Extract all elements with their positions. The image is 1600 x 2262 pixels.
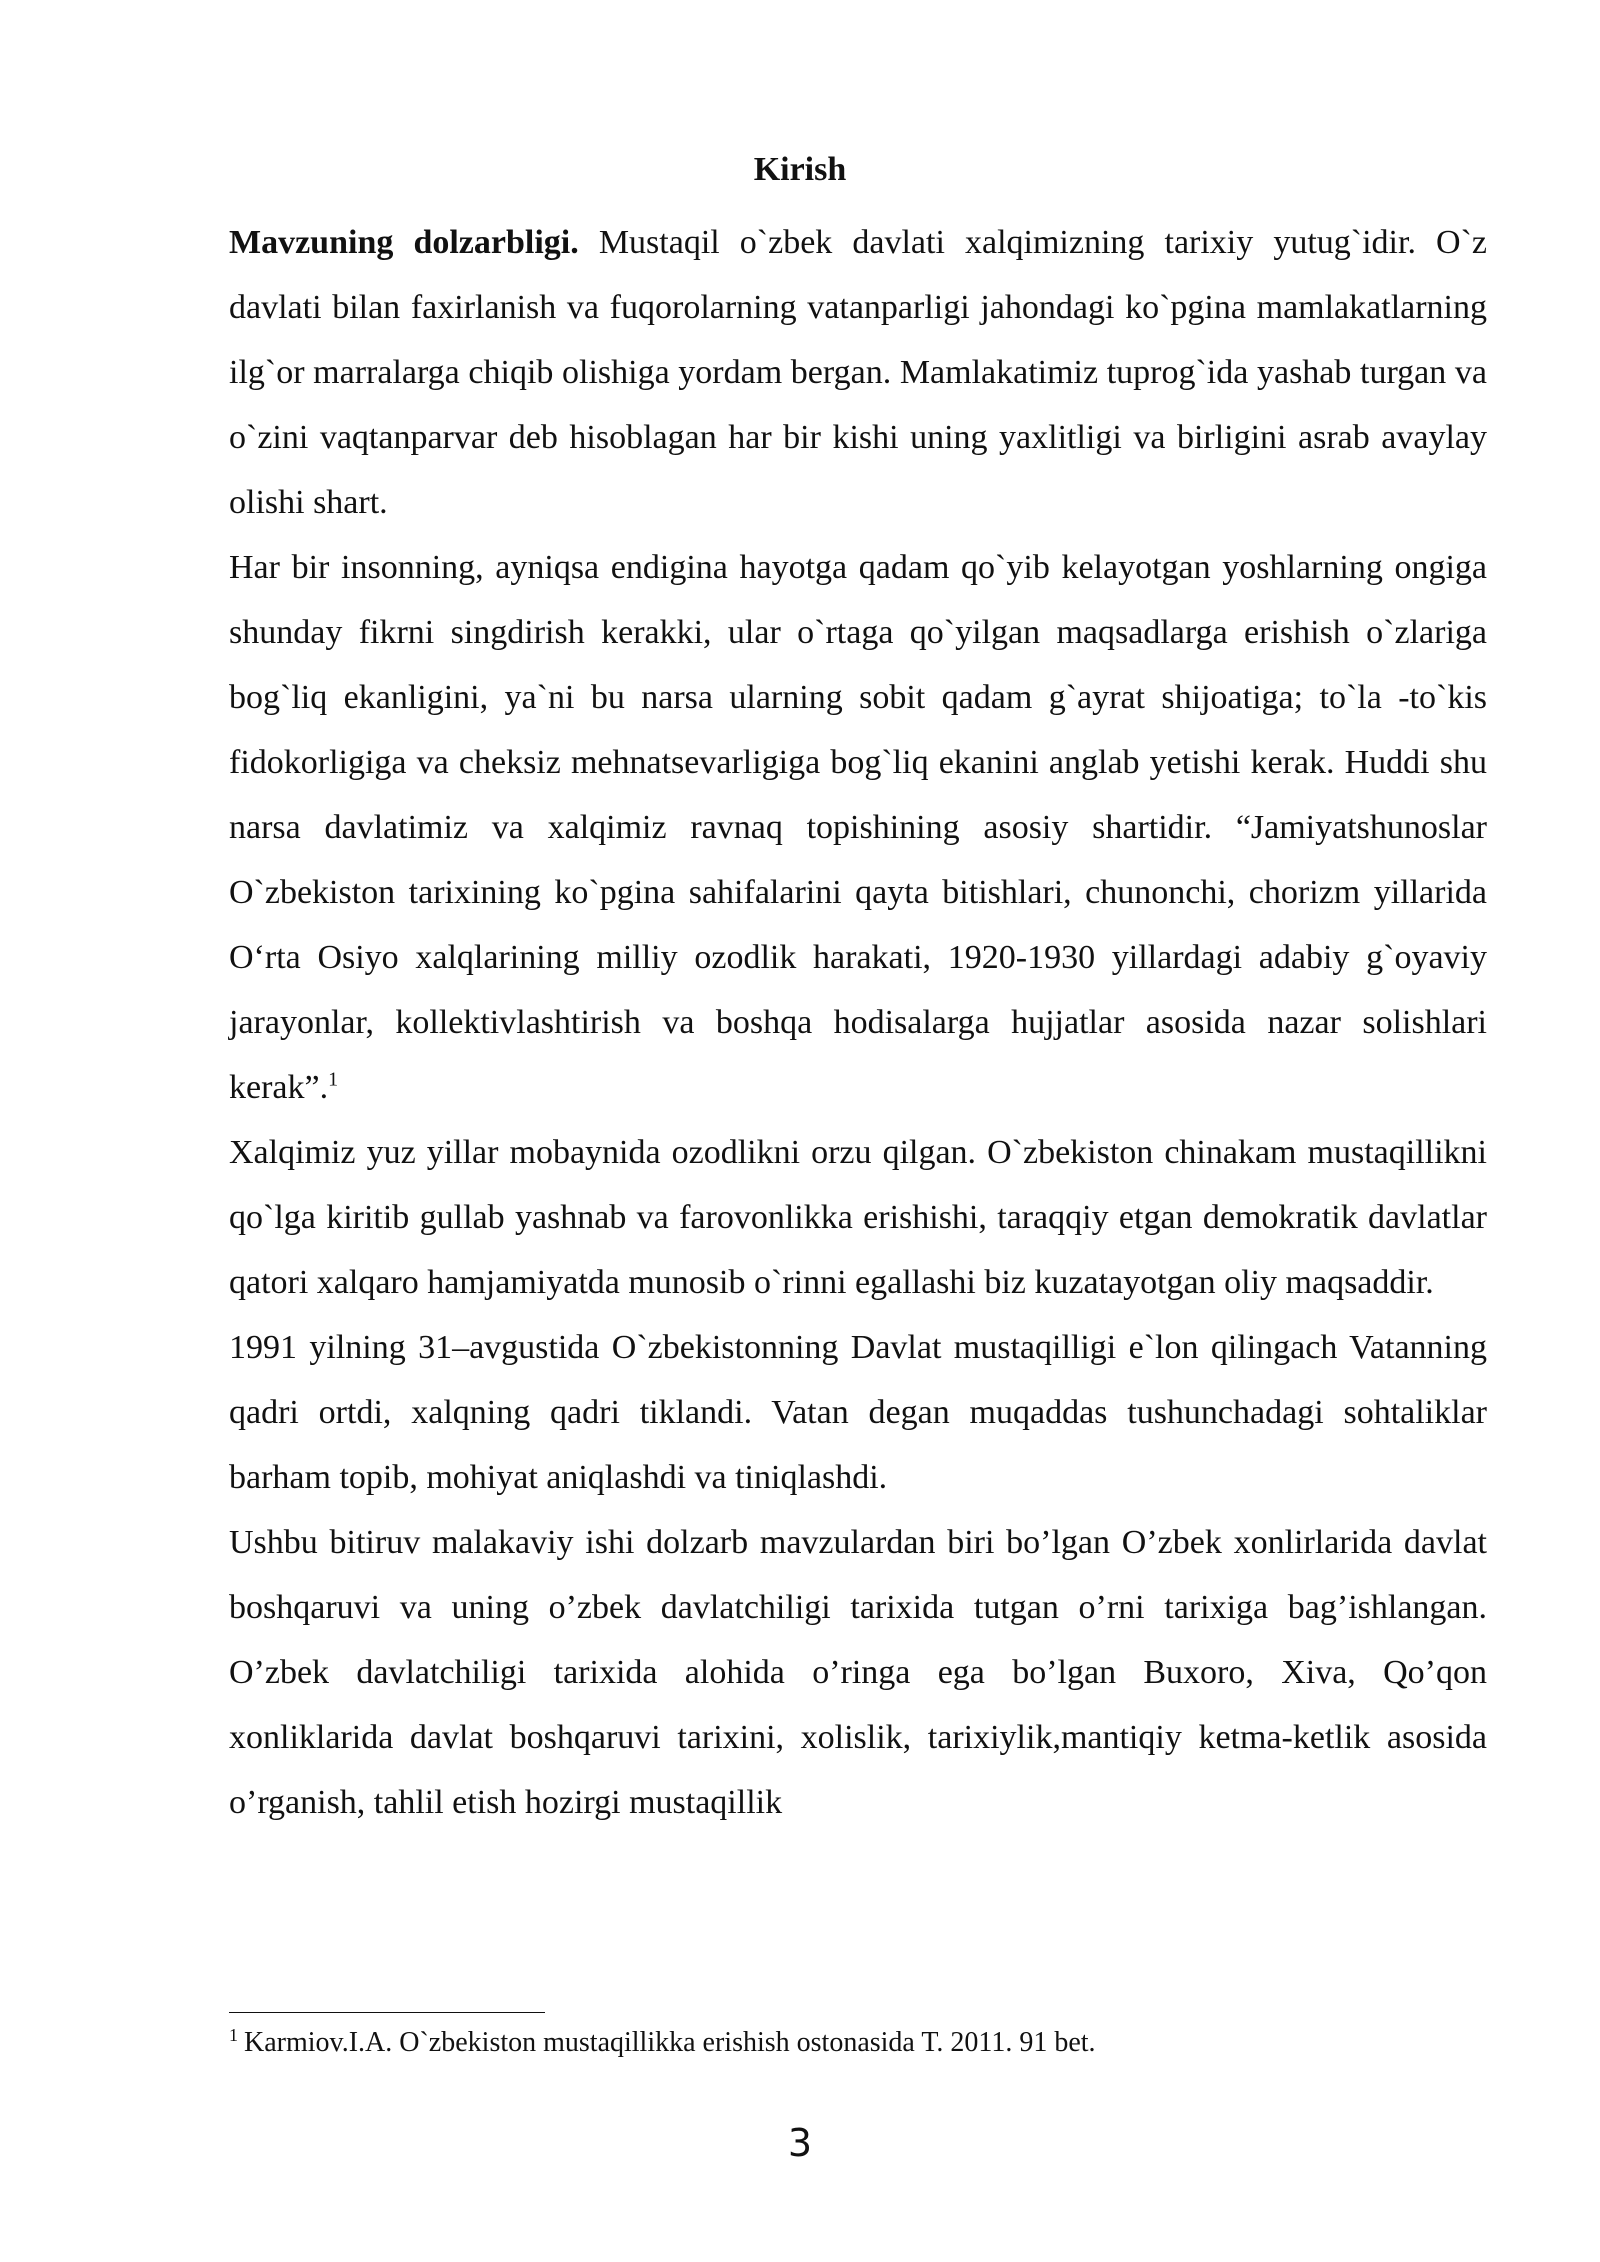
paragraph-youth <box>229 535 1487 1120</box>
section-heading: Kirish <box>753 151 847 188</box>
paragraph-text: Mustaqil o`zbek davlati xalqimizning tarixiy yutug`idir. O`z davlati bilan faxirlanish va fuqorolarning vatanparligi jahondagi ko`pgina mamlakatlarning ilg`or marralarga chiqib olishiga yordam bergan. Mamlakatimiz tuprog`ida yashab turgan va o`zini vaqtanparvar deb hisoblagan har bir kishi uning yaxlitligi va birligini asrab avaylay olishi shart. <box>229 224 1488 521</box>
paragraph-text: 1991 yilning 31–avgustida O`zbekistonning Davlat mustaqilligi e`lon qilingach Vatanning qadri ortdi, xalqning qadri tiklandi. Vatan degan muqaddas tushunchadagi sohtaliklar barham topib, mohiyat aniqlashdi va tiniqlashdi. <box>229 1329 1487 1496</box>
footnote-reference[interactable]: 1 <box>328 1068 339 1091</box>
footnote-separator <box>229 2012 545 2013</box>
paragraph-text: Xalqimiz yuz yillar mobaynida ozodlikni orzu qilgan. O`zbekiston chinakam mustaqillikni qo`lga kiritib gullab yashnab va farovonlikka erishishi, taraqqiy etgan demokratik davlatlar qatori xalqaro hamjamiyatda munosib o`rinni egallashi biz kuzatayotgan oliy maqsaddir. <box>229 1134 1487 1301</box>
footnote <box>229 2025 1487 2061</box>
paragraph-lead: Mavzuning dolzarbligi. <box>229 224 579 261</box>
paragraph-independence-dream <box>229 1120 1487 1315</box>
paragraph-text: Har bir insonning, ayniqsa endigina hayotga qadam qo`yib kelayotgan yoshlarning ongiga shunday fikrni singdirish kerakki, ular o`rtaga qo`yilgan maqsadlarga erishish o`zlariga bog`liq ekanligini, ya`ni bu narsa ularning sobit qadam g`ayrat shijoatiga; to`la -to`kis fidokorligiga va cheksiz mehnatsevarligiga bog`liq ekanini anglab yetishi kerak. Huddi shu narsa davlatimiz va xalqimiz ravnaq topishining asosiy shartidir. “Jamiyatshunoslar O`zbekiston tarixining ko`pgina sahifalarini qayta bitishlari, chunonchi, chorizm yillarida O‘rta Osiyo xalqlarining milliy ozodlik harakati, 1920-1930 yillardagi adabiy g`oyaviy jarayonlar, kollektivlashtirish va boshqa hodisalarga hujjatlar asosida nazar solishlari kerak”. <box>229 549 1487 1106</box>
page-number: 3 <box>787 2121 813 2165</box>
paragraph-thesis-topic <box>229 1510 1487 1835</box>
footnote-mark: 1 <box>229 2024 238 2045</box>
paragraph-1991 <box>229 1315 1487 1510</box>
body-text <box>229 210 1487 1835</box>
footnote-text: Karmiov.I.A. O`zbekiston mustaqillikka erishish ostonasida T. 2011. 91 bet. <box>244 2027 1096 2058</box>
paragraph-text: Ushbu bitiruv malakaviy ishi dolzarb mavzulardan biri bo’lgan O’zbek xonlirlarida davlat boshqaruvi va uning o’zbek davlatchiligi tarixida tutgan o’rni tarixiga bag’ishlangan. O’zbek davlatchiligi tarixida alohida o’ringa ega bo’lgan Buxoro, Xiva, Qo’qon xonliklarida davlat boshqaruvi tarixini, xolislik, tarixiylik,mantiqiy ketma-ketlik asosida o’rganish, tahlil etish hozirgi mustaqillik <box>229 1524 1487 1821</box>
paragraph-relevance <box>229 210 1487 535</box>
